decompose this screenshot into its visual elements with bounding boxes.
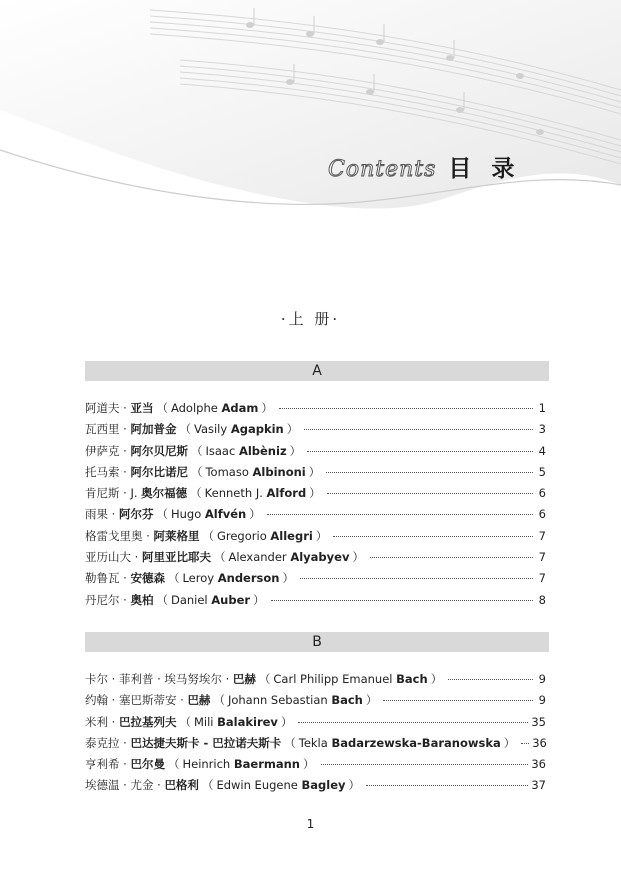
toc-entry[interactable]: 卡尔 · 菲利普 · 埃马努埃尔 · 巴赫 （ Carl Philipp Emanuel Bach ） 9 xyxy=(85,672,546,686)
toc-entry[interactable]: 瓦西里 · 阿加普金 （ Vasily Agapkin ） 3 xyxy=(85,422,546,437)
toc-entry[interactable]: 伊萨克 · 阿尔贝尼斯 （ Isaac Albèniz ） 4 xyxy=(85,443,546,458)
toc-entry[interactable]: 肯尼斯 · J. 奥尔福德 （ Kenneth J. Alford ） 6 xyxy=(85,486,546,501)
toc-entry[interactable]: 雨果 · 阿尔芬 （ Hugo Alfvén ） 6 xyxy=(85,507,546,522)
footer-page-number: 1 xyxy=(306,817,315,831)
section-b-list xyxy=(85,671,546,799)
volume-title: ·上 册· xyxy=(280,310,341,328)
toc-entry[interactable]: 亚历山大 · 阿里亚比耶夫 （ Alexander Alyabyev ） 7 xyxy=(85,550,546,565)
toc-entry[interactable]: 约翰 · 塞巴斯蒂安 · 巴赫 （ Johann Sebastian Bach ） 9 xyxy=(85,693,546,708)
section-header-b: B xyxy=(85,632,549,652)
section-a-list xyxy=(85,400,546,613)
toc-entry[interactable]: 格雷戈里奥 · 阿莱格里 （ Gregorio Allegri ） 7 xyxy=(85,528,546,543)
toc-entry[interactable]: 勒鲁瓦 · 安德森 （ Leroy Anderson ） 7 xyxy=(85,571,546,586)
section-header-a: A xyxy=(85,361,549,381)
toc-entry[interactable]: 泰克拉 · 巴达捷夫斯卡 - 巴拉诺夫斯卡 （ Tekla Badarzewska-Baranowska ） 36 xyxy=(85,735,547,750)
contents-header xyxy=(328,150,520,183)
toc-entry[interactable]: 丹尼尔 · 奥柏 （ Daniel Auber ） 8 xyxy=(85,592,546,607)
contents-title: 目 录 xyxy=(448,156,521,182)
toc-entry[interactable]: 托马索 · 阿尔比诺尼 （ Tomaso Albinoni ） 5 xyxy=(85,464,546,479)
contents-script-title: Contents xyxy=(328,157,437,182)
header-music-sheet-art xyxy=(0,0,621,230)
toc-entry[interactable]: 阿道夫 · 亚当 （ Adolphe Adam ） 1 xyxy=(85,401,546,415)
toc-entry[interactable]: 亨利希 · 巴尔曼 （ Heinrich Baermann ） 36 xyxy=(85,757,546,772)
toc-entry[interactable]: 米利 · 巴拉基列夫 （ Mili Balakirev ） 35 xyxy=(85,714,546,729)
toc-entry[interactable]: 埃德温 · 尤金 · 巴格利 （ Edwin Eugene Bagley ） 37 xyxy=(85,778,546,793)
